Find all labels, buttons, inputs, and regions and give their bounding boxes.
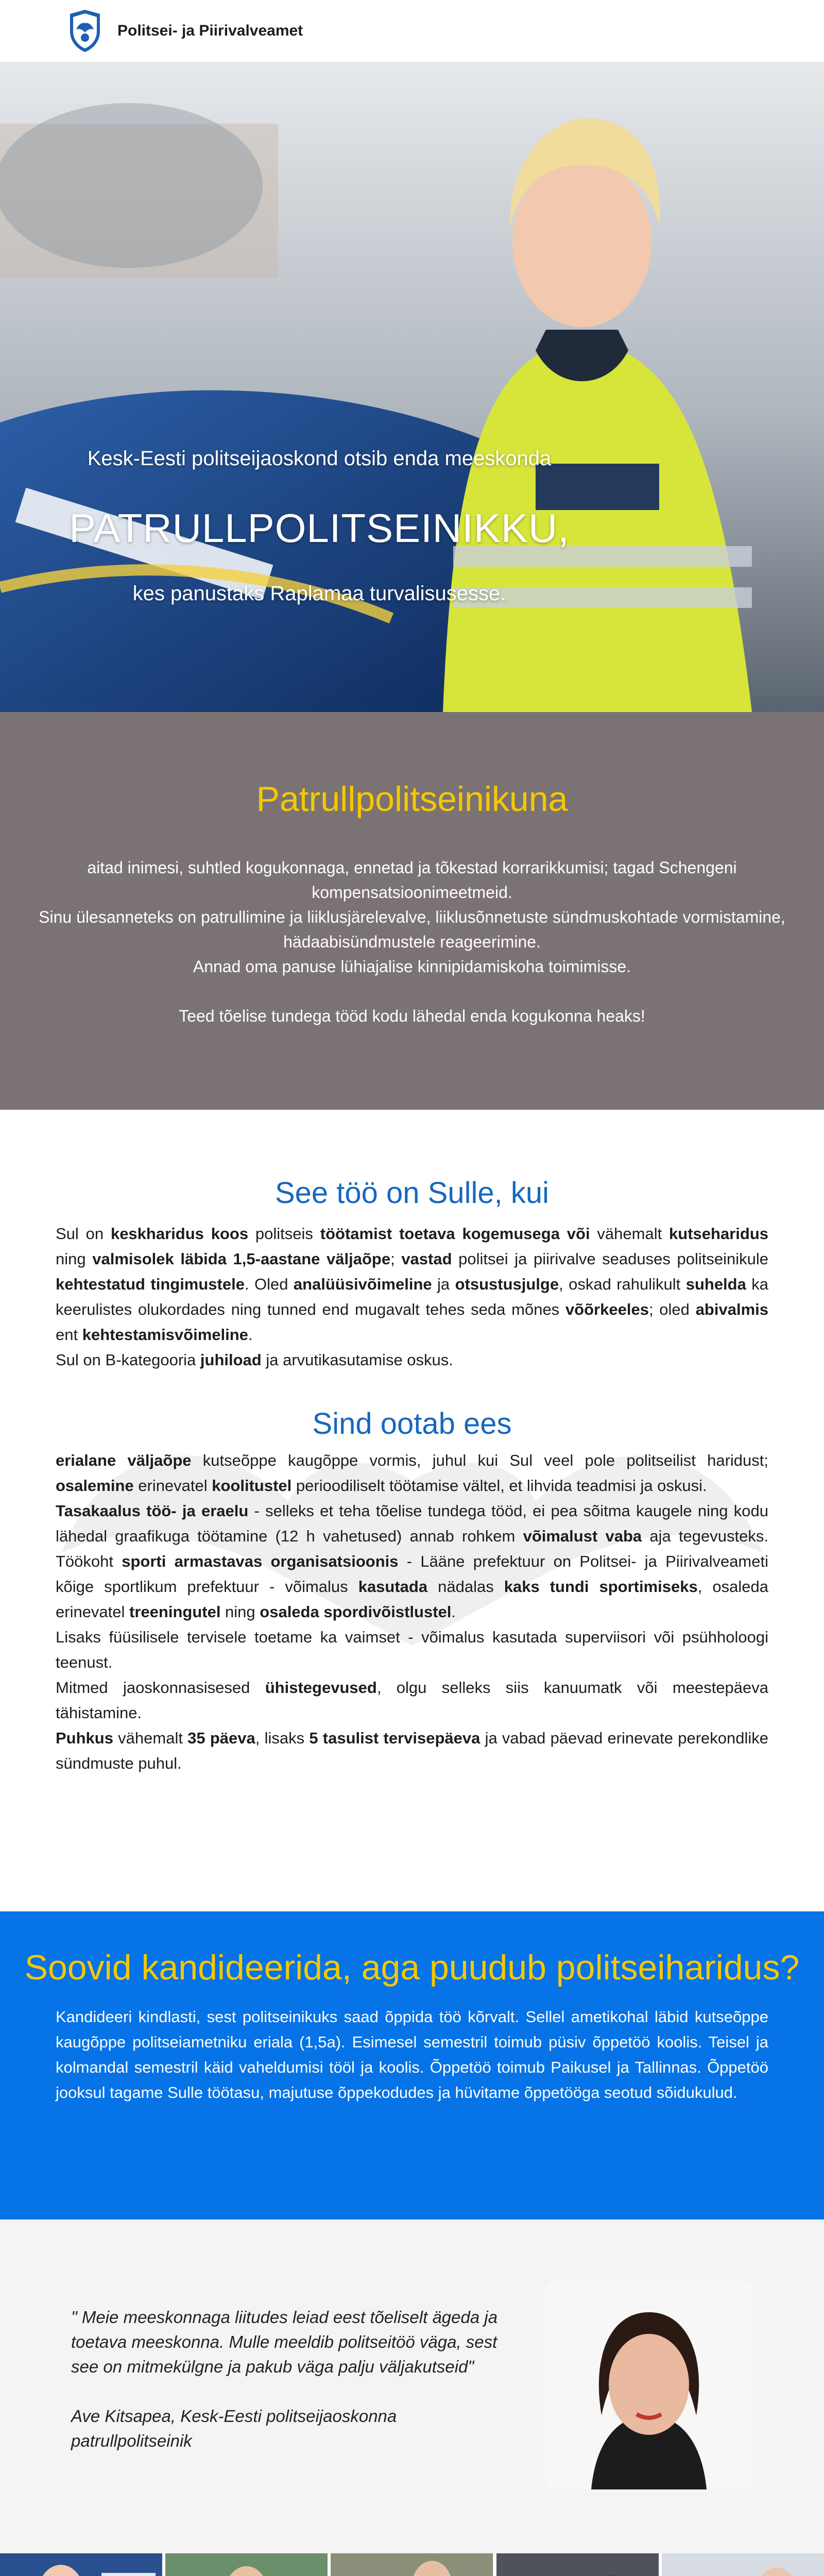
intro-text-2: Sinu ülesanneteks on patrullimine ja liiklusjärelevalve, liiklusõnnetuste sündmuskohtade vormistamine, hädaabisündmustele reageerimine. [39, 908, 785, 951]
testimonial-quote [71, 2305, 514, 2453]
benefit-vacation: Puhkus vähemalt 35 päeva, lisaks 5 tasulist tervisepäeva ja vabad päevad erinevate perekondlike sündmuste puhul. [56, 1729, 768, 1772]
gallery-photo-4 [496, 2553, 659, 2576]
license-paragraph: Sul on B-kategooria juhiload ja arvutikasutamise oskus. [56, 1351, 453, 1369]
requirements-paragraph: Sul on keskharidus koos politseis töötamist toetava kogemusega või vähemalt kutseharidus ning valmisolek läbida 1,5-aastane väljaõpe; vastad politsei ja piirivalve seaduses politseinikule kehtestatud tingimustele. Oled analüüsivõimeline ja otsustusjulge, oskad rahulikult suhelda ka keerulistes olukordades ning tunned end mugavalt tehes seda mõnes võõrkeeles; oled abivalmis ent kehtestamisvõimeline. [56, 1225, 769, 1344]
hero-banner [0, 62, 824, 712]
intro-text-1: aitad inimesi, suhtled kogukonnaga, ennetad ja tõkestad korrarikkumisi; tagad Schengeni kompensatsioonimeetmeid. [87, 858, 737, 902]
intro-text-3: Annad oma panuse lühiajalise kinnipidamiskoha toimimisse. [193, 957, 631, 976]
apply-section [0, 1911, 824, 2219]
benefit-mental-health: Lisaks füüsilisele tervisele toetame ka vaimset - võimalus kasutada superviisori või psühholoogi teenust. [56, 1628, 768, 1671]
benefit-balance: Tasakaalus töö- ja eraelu - selleks et teha tõelise tundega tööd, ei pea sõitma kaugele ning kodu lähedal graafikuga töötamine (12 h vahetused) annab rohkem võimalust vaba aja tegevusteks. Töökoht sporti armastavas organisatsioonis - Lääne prefektuur on Politsei- ja Piirivalveameti kõige sportlikum prefektuur - võimalus kasutada nädalas kaks tundi sportimiseks, osaleda erinevatel treeningutel ning osaleda spordivõistlustel. [56, 1502, 768, 1621]
benefit-training: erialane väljaõpe kutseõppe kaugõppe vormis, juhul kui Sul veel pole politseilist haridust; osalemine erinevatel koolitustel perioodiliselt töötamise vältel, et lihvida teadmisi ja oskusi. [56, 1451, 768, 1495]
benefits-text [56, 1448, 768, 1776]
testimonial-section [0, 2219, 824, 2553]
quote-author: Ave Kitsapea, Kesk-Eesti politseijaoskonna patrullpolitseinik [71, 2406, 397, 2450]
gallery-photo-1 [0, 2553, 162, 2576]
gallery-photo-5 [662, 2553, 824, 2576]
police-crest-icon[interactable] [67, 9, 103, 53]
benefit-team-events: Mitmed jaoskonnasisesed ühistegevused, olgu selleks siis kanuumatk või meestepäeva tähistamine. [56, 1679, 768, 1722]
apply-title: Soovid kandideerida, aga puudub politseiharidus? [24, 1948, 800, 1987]
gallery-photo-2 [165, 2553, 328, 2576]
intro-section [0, 712, 824, 1110]
intro-title: Patrullpolitseinikuna [256, 779, 568, 819]
testimonial-portrait [545, 2281, 753, 2489]
benefits-title: Sind ootab ees [312, 1407, 512, 1440]
intro-text-4: Teed tõelise tundega tööd kodu lähedal enda kogukonna heaks! [179, 1007, 645, 1025]
apply-text: Kandideeri kindlasti, sest politseinikuks saad õppida töö kõrvalt. Sellel ametikohal läbid kutseõppe kaugõppe politseiametniku eriala (1,5a). Esimesel semestril toimub püsiv õppetöö koolis. Teisel ja kolmandal semestril käid vaheldumisi tööl ja koolis. Õppetöö toimub Paikusel ja Tallinnas. Õppetöö jooksul tagame Sulle töötasu, majutuse õppekodudes ja hüvitame õppetööga seotud sõidukulud. [56, 2008, 768, 2102]
brand-name[interactable]: Politsei- ja Piirivalveamet [117, 22, 303, 39]
quote-text: " Meie meeskonnaga liitudes leiad eest tõeliselt ägeda ja toetava meeskonna. Mulle meeldib politseitöö väga, sest see on mitmekülgne ja pakub väga palju väljakutseid" [71, 2308, 498, 2376]
hero-photo [0, 62, 824, 712]
photo-gallery [0, 2553, 824, 2576]
job-section [0, 1110, 824, 1911]
hero-tagline: kes panustaks Raplamaa turvalisusesse. [132, 582, 506, 605]
requirements-text [56, 1221, 768, 1372]
requirements-title: See töö on Sulle, kui [274, 1176, 550, 1210]
hero-subtitle: Kesk-Eesti politseijaoskond otsib enda meeskonda [87, 447, 552, 470]
portrait-photo [545, 2281, 753, 2489]
hero-title: PATRULLPOLITSEINIKKU, [69, 505, 570, 551]
gallery-photo-3 [331, 2553, 493, 2576]
site-header [0, 0, 824, 62]
